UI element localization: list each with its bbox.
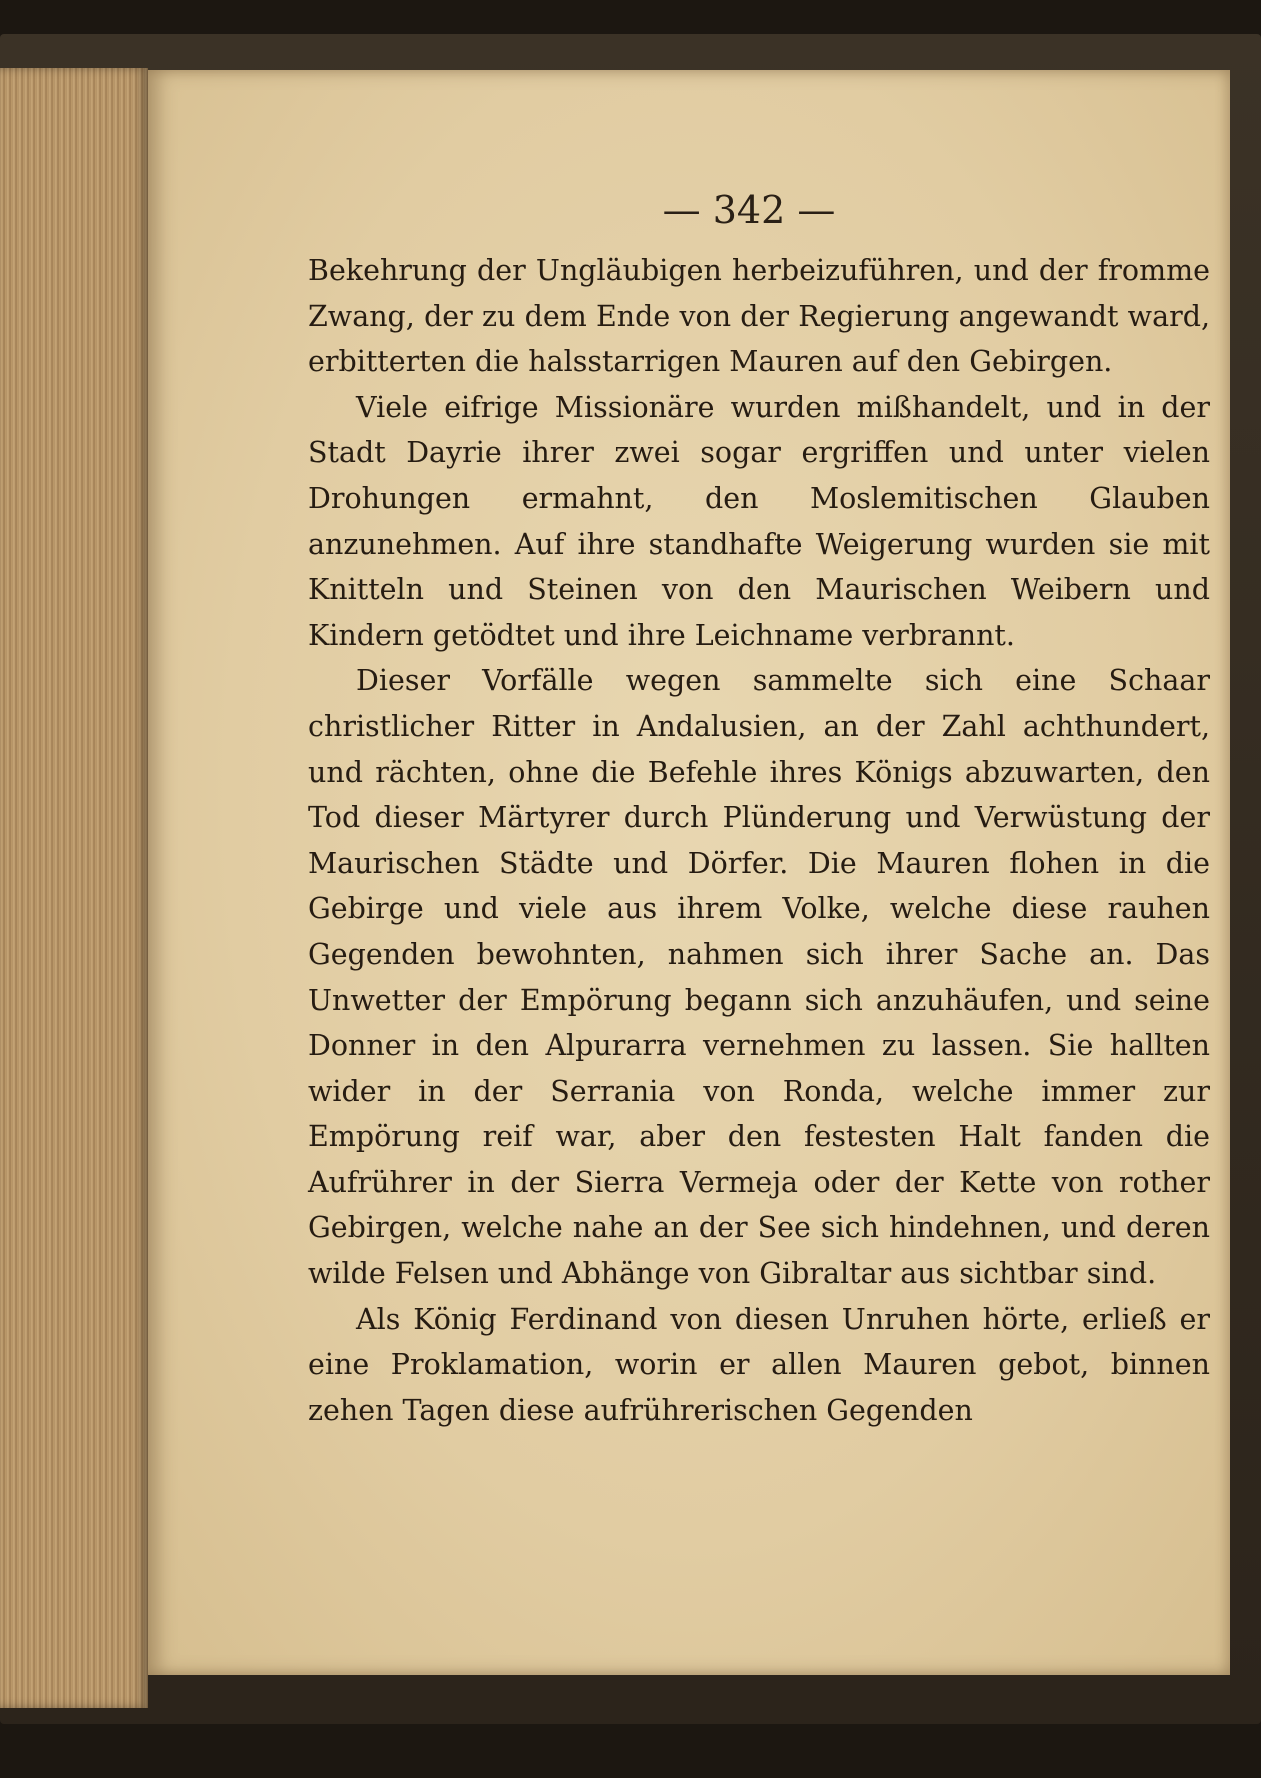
page-text <box>308 248 1210 1433</box>
paragraph: Bekehrung der Ungläubigen herbeizuführen, und der fromme Zwang, der zu dem Ende von der Regierung angewandt ward, erbitterten die halsstarrigen Mauren auf den Gebirgen. <box>308 254 1210 379</box>
paragraph: Als König Ferdinand von diesen Unruhen hörte, erließ er eine Proklamation, worin er allen Mauren gebot, binnen zehen Tagen diese aufrührerischen Gegenden <box>308 1302 1210 1427</box>
book-page <box>148 70 1230 1675</box>
page-edges <box>0 68 148 1708</box>
page-number: — 342 — <box>662 188 836 232</box>
paragraph: Viele eifrige Missionäre wurden mißhandelt, und in der Stadt Dayrie ihrer zwei sogar ergriffen und unter vielen Drohungen ermahnt, den Moslemitischen Glauben anzunehmen. Auf ihre standhafte Weigerung wurden sie mit Knitteln und Steinen von den Maurischen Weibern und Kindern getödtet und ihre Leichname verbrannt. <box>308 390 1210 652</box>
paragraph: Dieser Vorfälle wegen sammelte sich eine Schaar christlicher Ritter in Andalusien, an der Zahl achthundert, und rächten, ohne die Befehle ihres Königs abzuwarten, den Tod dieser Märtyrer durch Plünderung und Verwüstung der Maurischen Städte und Dörfer. Die Mauren flohen in die Gebirge und viele aus ihrem Volke, welche diese rauhen Gegenden bewohnten, nahmen sich ihrer Sache an. Das Unwetter der Empörung begann sich anzuhäufen, und seine Donner in den Alpurarra vernehmen zu lassen. Sie hallten wider in der Serrania von Ronda, welche immer zur Empörung reif war, aber den festesten Halt fanden die Aufrührer in der Sierra Vermeja oder der Kette von rother Gebirgen, welche nahe an der See sich hindehnen, und deren wilde Felsen und Abhänge von Gibraltar aus sichtbar sind. <box>308 664 1210 1291</box>
